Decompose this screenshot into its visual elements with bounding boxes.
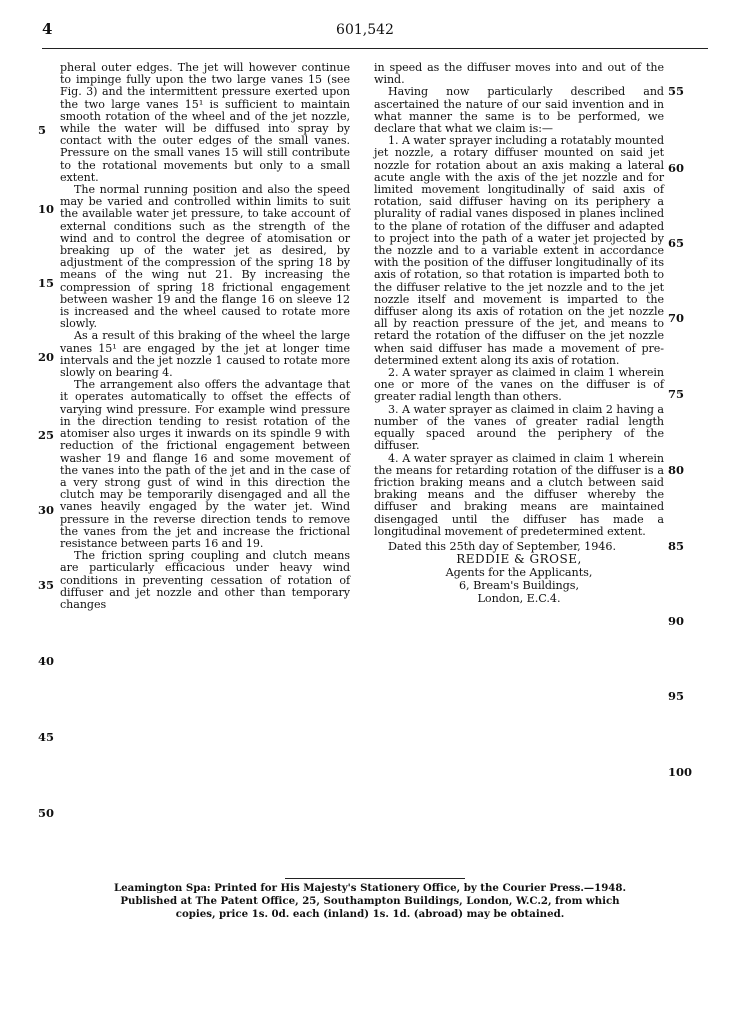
line-number: 40: [38, 654, 55, 668]
paragraph: The arrangement also offers the advantage that it operates automatically to offset the effects of varying wind pressure. For example wind pressure in the direction tending to resist rotation of the atomiser also urges it inwards on its spindle 9 with reduction of the frictional engagement between washer 19 and flange 16 and some movement of the vanes into the path of the jet and in the case of a very strong gust of wind in this direction the clutch may be temporarily disengaged and all the vanes heavily engaged by the water jet. Wind pressure in the reverse direction tends to remove the vanes from the jet and increase the frictional resistance between parts 16 and 19.: [60, 378, 350, 550]
line-number: 80: [668, 463, 685, 477]
line-number: 10: [38, 202, 55, 216]
line-number: 30: [38, 503, 55, 517]
claim-3: 3. A water sprayer as claimed in claim 2 having a number of the vanes of greater radial length equally spaced around the periphery of the diffuser.: [374, 402, 664, 453]
signature-firm: REDDIE & GROSE,: [456, 551, 582, 566]
line-number: 60: [668, 161, 685, 175]
line-number: 25: [38, 428, 55, 442]
imprint-line: Published at The Patent Office, 25, Southampton Buildings, London, W.C.2, from which: [120, 895, 620, 907]
signature-city: London, E.C.4.: [477, 591, 561, 605]
paragraph: The friction spring coupling and clutch means are particularly efficacious under heavy wind conditions in preventing cessation of rotation of diffuser and jet nozzle and other than temporary changes: [60, 549, 350, 611]
line-number: 100: [668, 765, 693, 779]
paragraph: As a result of this braking of the wheel the large vanes 15¹ are engaged by the jet at longer time intervals and the jet nozzle 1 caused to rotate more slowly on bearing 4.: [60, 329, 350, 380]
line-number: 45: [38, 730, 55, 744]
paragraph: Having now particularly described and ascertained the nature of our said invention and in what manner the same is to be performed, we declare that what we claim is:—: [374, 85, 664, 136]
line-number: 55: [668, 84, 685, 98]
paragraph: The normal running position and also the speed may be varied and controlled within limits to suit the available water jet pressure, to take account of external conditions such as the strength of the wind and to control the degree of atomisation or breaking up of the water jet as desired, by adjustment of the compression of the spring 18 by means of the wing nut 21. By increasing the compression of spring 18 frictional engagement between washer 19 and the flange 16 on sleeve 12 is increased and the wheel caused to rotate more slowly.: [60, 183, 350, 331]
paragraph: pheral outer edges. The jet will however continue to impinge fully upon the two large vanes 15 (see Fig. 3) and the intermittent pressure exerted upon the two large vanes 15¹ is sufficient to maintain smooth rotation of the wheel and of the jet nozzle, while the water will be diffused into spray by contact with the outer edges of the small vanes. Pressure on the small vanes 15 will still contribute to the rotational movements but only to a small extent.: [60, 61, 350, 184]
paragraph: in speed as the diffuser moves into and out of the wind.: [374, 61, 664, 87]
patent-number: 601,542: [336, 22, 394, 38]
line-number: 35: [38, 578, 55, 592]
imprint-line: copies, price 1s. 0d. each (inland) 1s. 1d. (abroad) may be obtained.: [175, 908, 565, 920]
line-number: 95: [668, 689, 685, 703]
line-number: 50: [38, 806, 55, 820]
footer-rule: [285, 878, 465, 879]
left-column: [60, 62, 350, 611]
imprint-line: Leamington Spa: Printed for His Majesty's Stationery Office, by the Courier Press.—1948.: [113, 882, 627, 894]
signature-date: Dated this 25th day of September, 1946.: [388, 539, 616, 553]
claim-2: 2. A water sprayer as claimed in claim 1 wherein one or more of the vanes on the diffuser is of greater radial length than others.: [374, 366, 664, 404]
line-number: 65: [668, 236, 685, 250]
line-number: 5: [38, 123, 47, 137]
signature-role: Agents for the Applicants,: [445, 565, 593, 579]
signature-address: 6, Bream's Buildings,: [458, 578, 579, 592]
right-column: [374, 62, 664, 605]
line-number: 85: [668, 539, 685, 553]
signature-block: [374, 540, 664, 605]
claim-4: 4. A water sprayer as claimed in claim 1 wherein the means for retarding rotation of the diffuser is a friction braking means and a clutch between said braking means and the diffuser whereby the diffuser and braking means are maintained disengaged until the diffuser has made a longitudinal movement of predetermined extent.: [374, 451, 664, 538]
line-number: 20: [38, 350, 55, 364]
page-number: 4: [42, 20, 53, 38]
header-rule: [42, 48, 708, 49]
line-number: 15: [38, 276, 55, 290]
line-number: 90: [668, 614, 685, 628]
line-number: 75: [668, 387, 685, 401]
line-number: 70: [668, 311, 685, 325]
claim-1: 1. A water sprayer including a rotatably mounted jet nozzle, a rotary diffuser mounted on said jet nozzle for rotation about an axis making a lateral acute angle with the axis of the jet nozzle and for limited movement longitudinally of said axis of rotation, said diffuser having on its periphery a plurality of radial vanes disposed in planes inclined to the plane of rotation of the diffuser and adapted to project into the path of a water jet projected by the nozzle and to a variable extent in accordance with the position of the diffuser longitudinally of its axis of rotation, so that rotation is imparted both to the diffuser relative to the jet nozzle and to the jet nozzle itself and movement is imparted to the diffuser along its axis of rotation on the jet nozzle all by reaction pressure of the jet, and means to retard the rotation of the diffuser on the jet nozzle when said diffuser has made a movement of pre-determined extent along its axis of rotation.: [374, 134, 664, 367]
imprint: [90, 882, 650, 921]
